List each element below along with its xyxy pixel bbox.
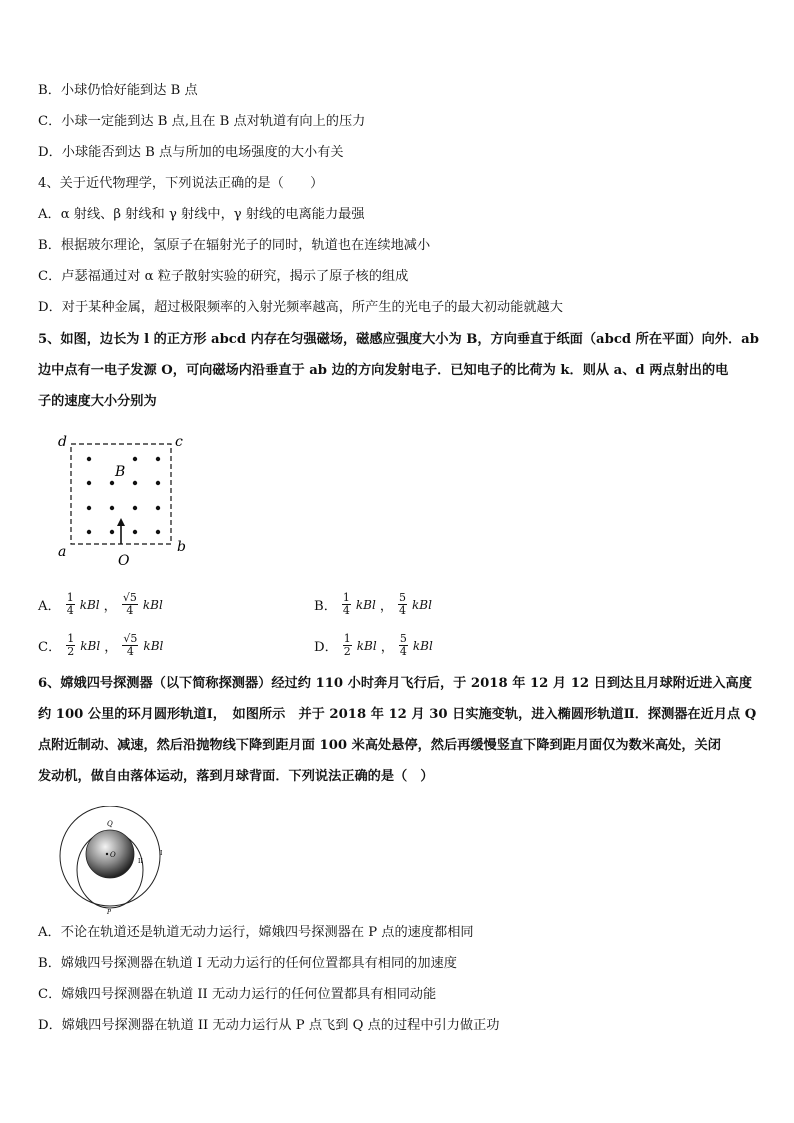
denominator: 4 <box>126 645 134 658</box>
q6-stem-line1: 6、嫦娥四号探测器（以下简称探测器）经过约 110 小时奔月飞行后，于 2018 年 12 月 12 日到达且月球附近进入高度 <box>38 676 752 691</box>
field-dot <box>110 481 114 485</box>
term: kBl <box>355 597 376 612</box>
separator: ， <box>379 599 394 614</box>
label-P: P <box>107 909 112 916</box>
term: kBl <box>143 638 164 653</box>
q6-stem-line4: 发动机，做自由落体运动，落到月球背面．下列说法正确的是（ ） <box>38 769 434 784</box>
field-dot <box>133 506 137 510</box>
field-dot <box>156 457 160 461</box>
q5-magnetic-field-figure <box>55 432 205 572</box>
q3-option-b: B．小球仍恰好能到达 B 点 <box>38 83 198 98</box>
q4-option-d: D．对于某种金属，超过极限频率的入射光频率越高，所产生的光电子的最大初动能就越大 <box>38 300 563 315</box>
label-b: b <box>177 539 186 555</box>
numerator: 5 <box>399 632 407 645</box>
term: kBl <box>79 597 100 612</box>
q6-stem-line2: 约 100 公里的环月圆形轨道Ⅰ， 如图所示 并于 2018 年 12 月 30 日实施变轨，进入椭圆形轨道Ⅱ．探测器在近月点 Q <box>38 707 757 722</box>
field-dot <box>110 506 114 510</box>
denominator: 4 <box>399 604 407 617</box>
numerator: 1 <box>66 591 74 604</box>
q5-option-c <box>38 633 163 658</box>
q6-orbit-figure <box>52 806 172 916</box>
option-letter: B． <box>314 599 337 614</box>
label-O: O <box>118 553 130 569</box>
label-B: B <box>115 464 126 480</box>
label-II: II <box>138 858 143 865</box>
term: kBl <box>356 638 377 653</box>
term: kBl <box>412 638 433 653</box>
denominator: 4 <box>66 604 74 617</box>
fraction <box>343 633 352 658</box>
label-Q: Q <box>107 820 113 828</box>
q3-option-d: D．小球能否到达 B 点与所加的电场强度的大小有关 <box>38 145 344 160</box>
field-dot <box>133 457 137 461</box>
numerator: 1 <box>342 591 350 604</box>
q6-option-a: A．不论在轨道还是轨道无动力运行，嫦娥四号探测器在 P 点的速度都相同 <box>38 925 474 940</box>
field-dot <box>156 530 160 534</box>
denominator: 2 <box>343 645 351 658</box>
option-letter: A． <box>38 599 61 614</box>
denominator: 4 <box>342 604 350 617</box>
term: kBl <box>142 597 163 612</box>
numerator: 1 <box>343 632 351 645</box>
separator: ， <box>104 640 118 655</box>
q4-stem: 4、关于近代物理学，下列说法正确的是（ ） <box>38 176 324 191</box>
numerator: 5 <box>399 591 407 604</box>
field-dot <box>87 481 91 485</box>
q6-option-c: C．嫦娥四号探测器在轨道 II 无动力运行的任何位置都具有相同动能 <box>38 987 437 1002</box>
fraction <box>342 592 351 617</box>
q5-option-b <box>314 592 432 617</box>
fraction <box>66 592 75 617</box>
fraction <box>122 592 138 617</box>
field-dot <box>110 530 114 534</box>
field-dot <box>87 530 91 534</box>
q4-option-a: A．α 射线、β 射线和 γ 射线中，γ 射线的电离能力最强 <box>38 207 365 222</box>
q3-option-c: C．小球一定能到达 B 点,且在 B 点对轨道有向上的压力 <box>38 114 366 129</box>
field-dot <box>156 506 160 510</box>
label-O: O <box>110 851 116 859</box>
option-letter: D． <box>314 640 338 655</box>
q4-option-b: B．根据玻尔理论，氢原子在辐射光子的同时，轨道也在连续地减小 <box>38 238 431 253</box>
q4-option-c: C．卢瑟福通过对 α 粒子散射实验的研究，揭示了原子核的组成 <box>38 269 409 284</box>
label-c: c <box>175 434 183 450</box>
q5-stem-line1: 5、如图，边长为 l 的正方形 abcd 内存在匀强磁场，磁感应强度大小为 B，方向垂直于纸面（abcd 所在平面）向外．ab <box>38 332 759 347</box>
q6-stem-line3: 点附近制动、减速，然后沿抛物线下降到距月面 100 米高处悬停，然后再缓慢竖直下降到距月面仅为数米高处，关闭 <box>38 738 721 753</box>
label-d: d <box>58 434 67 450</box>
term: kBl <box>412 597 432 612</box>
q5-option-a <box>38 592 163 617</box>
numerator: 1 <box>67 632 75 645</box>
q5-stem-line2: 边中点有一电子发源 O，可向磁场内沿垂直于 ab 边的方向发射电子．已知电子的比荷为 k．则从 a、d 两点射出的电 <box>38 363 729 378</box>
field-dot <box>156 481 160 485</box>
fraction <box>399 633 408 658</box>
denominator: 4 <box>126 604 134 617</box>
field-dot <box>87 506 91 510</box>
separator: ， <box>380 640 394 655</box>
q5-option-d <box>314 633 433 658</box>
numerator: √5 <box>122 591 137 604</box>
fraction <box>66 633 75 658</box>
q6-option-b: B．嫦娥四号探测器在轨道 I 无动力运行的任何位置都具有相同的加速度 <box>38 956 457 971</box>
label-I: I <box>160 850 163 857</box>
denominator: 2 <box>67 645 75 658</box>
field-dot <box>133 530 137 534</box>
label-a: a <box>58 544 67 560</box>
numerator: √5 <box>123 632 138 645</box>
denominator: 4 <box>399 645 407 658</box>
term: kBl <box>80 638 101 653</box>
fraction <box>398 592 407 617</box>
moon-center-dot <box>106 853 108 855</box>
fraction <box>122 633 138 658</box>
velocity-arrowhead <box>117 518 125 526</box>
q6-option-d: D．嫦娥四号探测器在轨道 II 无动力运行从 P 点飞到 Q 点的过程中引力做正功 <box>38 1018 500 1033</box>
separator: ， <box>103 599 117 614</box>
field-dot <box>87 457 91 461</box>
q5-stem-line3: 子的速度大小分别为 <box>38 394 157 409</box>
option-letter: C． <box>38 640 62 655</box>
field-dot <box>133 481 137 485</box>
